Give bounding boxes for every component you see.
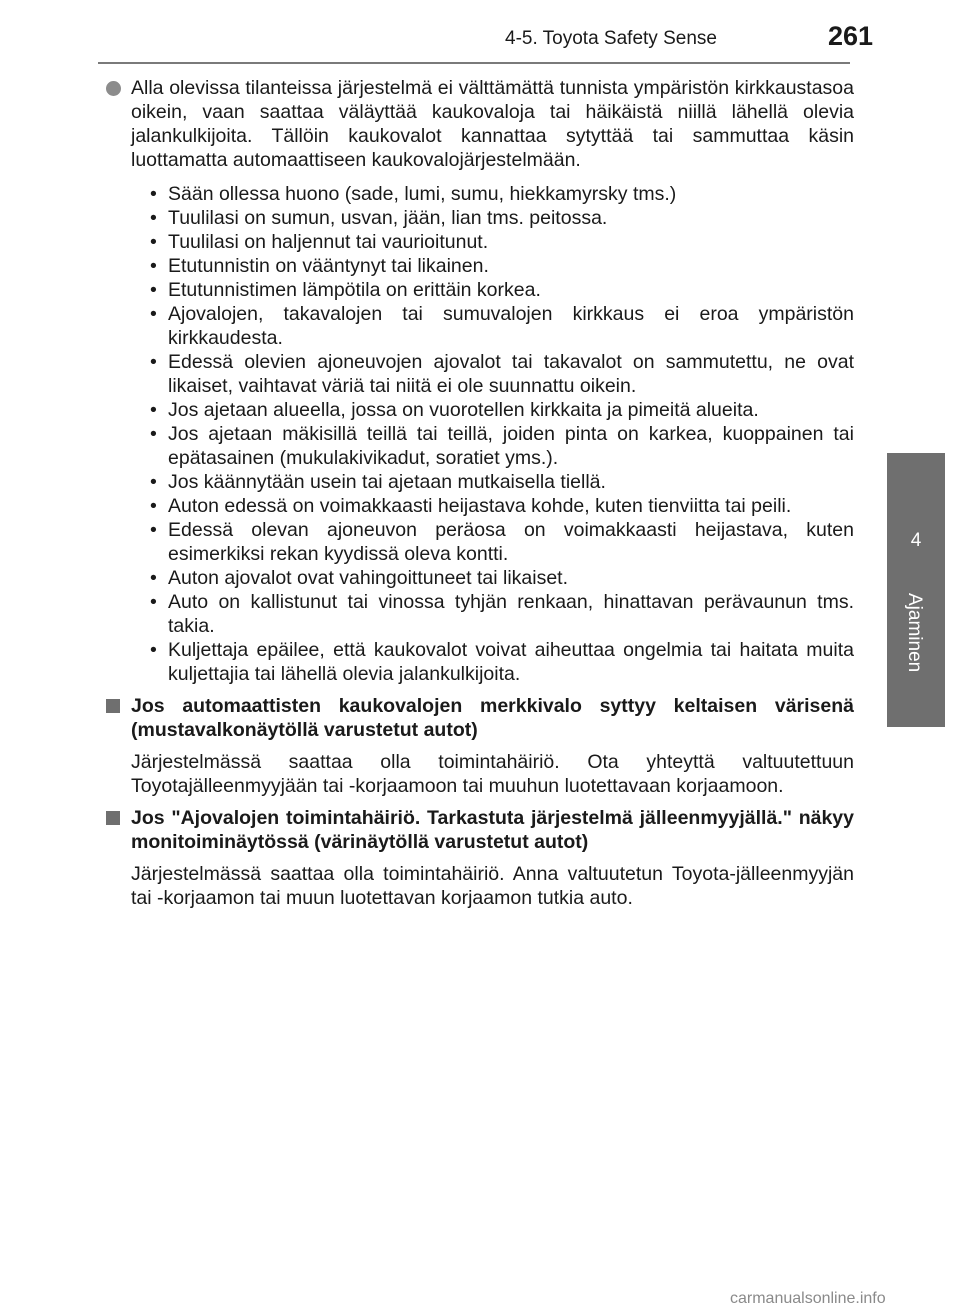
list-item: • Auton ajovalot ovat vahingoittuneet tai likaiset. <box>150 567 569 589</box>
list-item: • Jos ajetaan mäkisillä teillä tai teillä, joiden pinta on karkea, kuoppainen tai epätasainen (mukulakivikadut, soratiet yms.). <box>150 423 854 469</box>
square-bullet-icon <box>106 699 120 713</box>
section-title: 4-5. Toyota Safety Sense <box>505 28 717 49</box>
dot-bullet-icon: • <box>150 639 157 661</box>
watermark: carmanualsonline.info <box>730 1290 886 1307</box>
dot-bullet-icon: • <box>150 351 157 373</box>
square-bullet-icon <box>106 811 120 825</box>
chapter-side-tab <box>887 453 945 727</box>
page-header <box>0 0 960 56</box>
list-item: • Jos ajetaan alueella, jossa on vuorotellen kirkkaita ja pimeitä alueita. <box>150 399 759 421</box>
list-item: • Kuljettaja epäilee, että kaukovalot voivat aiheuttaa ongelmia tai haitata muita kuljettajia tai lähellä olevia jalankulkijoita. <box>150 639 854 685</box>
list-item: • Auto on kallistunut tai vinossa tyhjän renkaan, hinattavan perävaunun tms. takia. <box>150 591 854 637</box>
dot-bullet-icon: • <box>150 471 157 493</box>
chapter-number: 4 <box>910 530 922 551</box>
dot-bullet-icon: • <box>150 255 157 277</box>
section-heading-text: Jos "Ajovalojen toimintahäiriö. Tarkastuta järjestelmä jälleenmyyjällä." näkyy monitoiminäytössä (värinäytöllä varustetut autot) <box>131 807 854 853</box>
dot-bullet-icon: • <box>150 591 157 613</box>
header-rule <box>98 62 850 64</box>
dot-bullet-icon: • <box>150 279 157 301</box>
dot-bullet-icon: • <box>150 567 157 589</box>
section-body-indicator: Järjestelmässä saattaa olla toimintahäiriö. Ota yhteyttä valtuutettuun Toyotajälleenmyyjään tai -korjaamoon tai muuhun luotettavaan korjaamoon. <box>131 751 854 797</box>
section-heading-malfunction <box>106 806 854 854</box>
section-body-malfunction: Järjestelmässä saattaa olla toimintahäiriö. Anna valtuutetun Toyota-jälleenmyyjän tai -korjaamon tai muun luotettavan korjaamon tutkia auto. <box>131 863 854 909</box>
page-content <box>106 76 854 910</box>
dot-bullet-icon: • <box>150 231 157 253</box>
list-item: • Etutunnistimen lämpötila on erittäin korkea. <box>150 279 541 301</box>
condition-list <box>106 182 854 686</box>
list-item: • Etutunnistin on vääntynyt tai likainen. <box>150 255 489 277</box>
intro-paragraph <box>106 76 854 172</box>
dot-bullet-icon: • <box>150 519 157 541</box>
dot-bullet-icon: • <box>150 495 157 517</box>
dot-bullet-icon: • <box>150 183 157 205</box>
list-item: • Sään ollessa huono (sade, lumi, sumu, hiekkamyrsky tms.) <box>150 183 677 205</box>
list-item: • Tuulilasi on sumun, usvan, jään, lian tms. peitossa. <box>150 207 608 229</box>
dot-bullet-icon: • <box>150 399 157 421</box>
section-heading-text: Jos automaattisten kaukovalojen merkkivalo syttyy keltaisen värisenä (mustavalkonäytöllä varustetut autot) <box>131 695 854 741</box>
list-item: • Tuulilasi on haljennut tai vaurioitunut. <box>150 231 489 253</box>
section-heading-indicator <box>106 694 854 742</box>
list-item: • Edessä olevien ajoneuvojen ajovalot tai takavalot on sammutettu, ne ovat likaiset, vaihtavat väriä tai niitä ei ole suunnattu oikein. <box>150 351 854 397</box>
dot-bullet-icon: • <box>150 303 157 325</box>
list-item: • Ajovalojen, takavalojen tai sumuvalojen kirkkaus ei eroa ympäristön kirkkaudesta. <box>150 303 854 349</box>
page-number: 261 <box>828 21 874 51</box>
chapter-label: Ajaminen <box>904 593 925 673</box>
list-item: • Edessä olevan ajoneuvon peräosa on voimakkaasti heijastava, kuten esimerkiksi rekan kyydissä oleva kontti. <box>150 519 854 565</box>
dot-bullet-icon: • <box>150 423 157 445</box>
intro-text: Alla olevissa tilanteissa järjestelmä ei välttämättä tunnista ympäristön kirkkaustasoa oikein, vaan saattaa väläyttää kaukovaloja tai häikäistä niillä lähellä olevia jalankulkijoita. Tällöin kaukovalot kannattaa sytyttää tai sammuttaa käsin luottamatta automaattiseen kaukovalojärjestelmään. <box>131 77 854 171</box>
list-item: • Jos käännytään usein tai ajetaan mutkaisella tiellä. <box>150 471 606 493</box>
dot-bullet-icon: • <box>150 207 157 229</box>
circle-bullet-icon <box>106 81 121 96</box>
list-item: • Auton edessä on voimakkaasti heijastava kohde, kuten tienviitta tai peili. <box>150 495 792 517</box>
